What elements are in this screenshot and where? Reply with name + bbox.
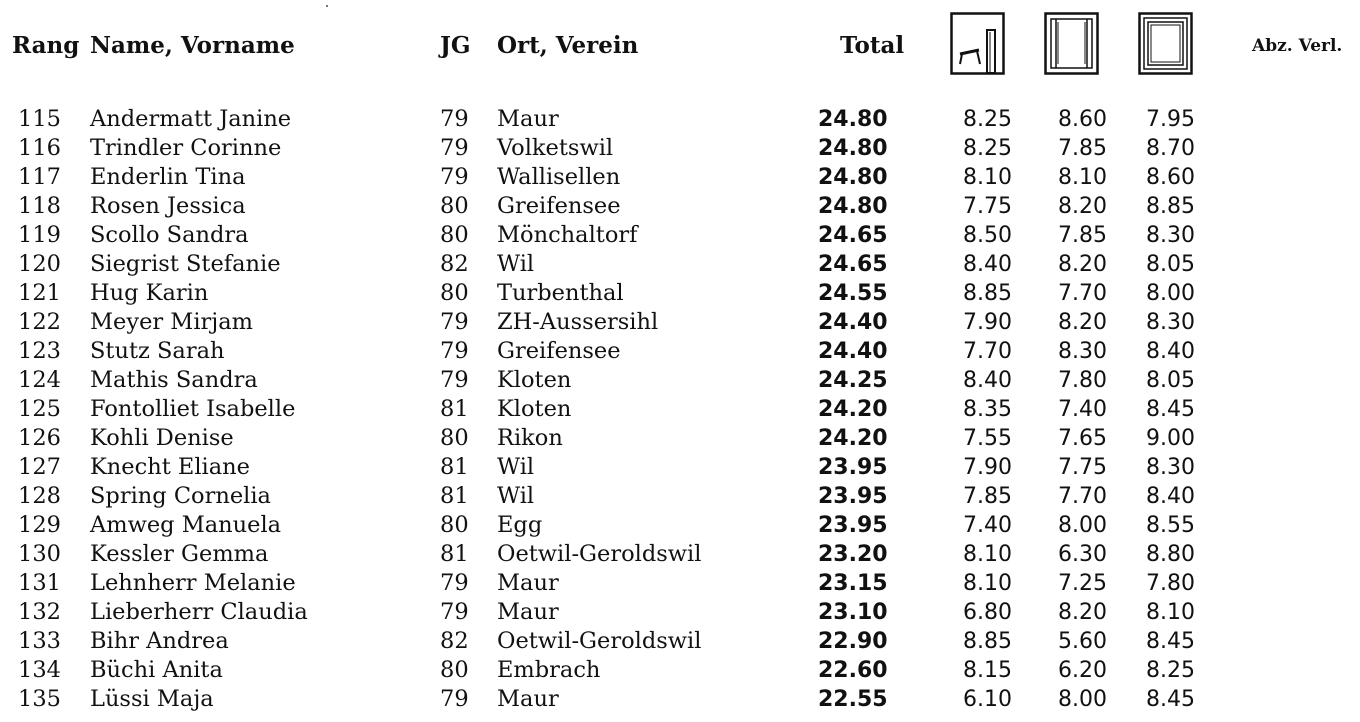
rank-cell: 133 — [18, 628, 61, 654]
vault-score-cell: 7.75 — [963, 194, 1012, 219]
floor-score-cell: 8.70 — [1146, 136, 1195, 161]
ort-cell: Maur — [497, 106, 559, 132]
floor-score-cell: 8.00 — [1146, 281, 1195, 306]
bars-score-cell: 8.20 — [1058, 252, 1107, 277]
table-row — [0, 598, 1360, 627]
name-cell: Meyer Mirjam — [90, 309, 254, 335]
vault-score-cell: 6.10 — [963, 687, 1012, 712]
name-cell: Siegrist Stefanie — [90, 251, 281, 277]
vault-score-cell: 7.70 — [963, 339, 1012, 364]
total-cell: 24.55 — [818, 281, 888, 306]
total-cell: 22.55 — [818, 687, 888, 712]
ort-cell: Maur — [497, 570, 559, 596]
ort-cell: Kloten — [497, 367, 572, 393]
table-row — [0, 163, 1360, 192]
floor-score-cell: 7.80 — [1146, 571, 1195, 596]
rank-cell: 115 — [18, 106, 61, 132]
table-row — [0, 540, 1360, 569]
vault-score-cell: 8.10 — [963, 571, 1012, 596]
vault-score-cell: 7.85 — [963, 484, 1012, 509]
name-cell: Büchi Anita — [90, 657, 223, 683]
jg-cell: 79 — [440, 599, 469, 625]
floor-score-cell: 8.30 — [1146, 223, 1195, 248]
total-cell: 23.95 — [818, 513, 888, 538]
name-cell: Andermatt Janine — [90, 106, 292, 132]
bars-score-cell: 6.30 — [1058, 542, 1107, 567]
floor-score-cell: 8.30 — [1146, 455, 1195, 480]
name-cell: Bihr Andrea — [90, 628, 229, 654]
total-cell: 23.10 — [818, 600, 888, 625]
bars-score-cell: 7.70 — [1058, 281, 1107, 306]
rank-cell: 130 — [18, 541, 61, 567]
rank-cell: 116 — [18, 135, 61, 161]
jg-cell: 79 — [440, 135, 469, 161]
name-cell: Enderlin Tina — [90, 164, 246, 190]
rank-cell: 123 — [18, 338, 61, 364]
total-cell: 24.80 — [818, 194, 888, 219]
ort-cell: Embrach — [497, 657, 601, 683]
header-jg: JG — [440, 32, 471, 59]
total-cell: 23.15 — [818, 571, 888, 596]
vault-score-cell: 7.90 — [963, 455, 1012, 480]
name-cell: Fontolliet Isabelle — [90, 396, 296, 422]
ort-cell: Wallisellen — [497, 164, 621, 190]
jg-cell: 81 — [440, 483, 469, 509]
total-cell: 24.25 — [818, 368, 888, 393]
floor-score-cell: 8.40 — [1146, 484, 1195, 509]
total-cell: 24.20 — [818, 397, 888, 422]
floor-score-cell: 8.55 — [1146, 513, 1195, 538]
jg-cell: 81 — [440, 541, 469, 567]
vault-score-cell: 8.35 — [963, 397, 1012, 422]
results-table — [0, 105, 1360, 714]
floor-score-cell: 8.60 — [1146, 165, 1195, 190]
jg-cell: 79 — [440, 570, 469, 596]
ort-cell: ZH-Aussersihl — [497, 309, 659, 335]
jg-cell: 79 — [440, 164, 469, 190]
rank-cell: 132 — [18, 599, 61, 625]
jg-cell: 80 — [440, 425, 469, 451]
ort-cell: Rikon — [497, 425, 563, 451]
vault-score-cell: 7.55 — [963, 426, 1012, 451]
jg-cell: 81 — [440, 396, 469, 422]
total-cell: 23.20 — [818, 542, 888, 567]
total-cell: 23.95 — [818, 484, 888, 509]
vault-score-cell: 8.85 — [963, 629, 1012, 654]
jg-cell: 82 — [440, 251, 469, 277]
total-cell: 24.40 — [818, 339, 888, 364]
name-cell: Mathis Sandra — [90, 367, 258, 393]
vault-score-cell: 6.80 — [963, 600, 1012, 625]
ort-cell: Greifensee — [497, 193, 621, 219]
bars-score-cell: 8.60 — [1058, 107, 1107, 132]
table-row — [0, 424, 1360, 453]
table-row — [0, 192, 1360, 221]
floor-score-cell: 7.95 — [1146, 107, 1195, 132]
total-cell: 24.80 — [818, 107, 888, 132]
scan-speck — [326, 5, 328, 7]
jg-cell: 80 — [440, 280, 469, 306]
table-row — [0, 482, 1360, 511]
header-total: Total — [840, 32, 905, 59]
vault-score-cell: 8.40 — [963, 252, 1012, 277]
bars-score-cell: 6.20 — [1058, 658, 1107, 683]
ort-cell: Greifensee — [497, 338, 621, 364]
floor-score-cell: 8.25 — [1146, 658, 1195, 683]
bars-score-cell: 8.20 — [1058, 194, 1107, 219]
vault-score-cell: 8.40 — [963, 368, 1012, 393]
name-cell: Hug Karin — [90, 280, 209, 306]
rank-cell: 118 — [18, 193, 61, 219]
table-row — [0, 221, 1360, 250]
name-cell: Amweg Manuela — [90, 512, 282, 538]
rank-cell: 122 — [18, 309, 61, 335]
table-row — [0, 685, 1360, 714]
ort-cell: Mönchaltorf — [497, 222, 638, 248]
floor-score-cell: 8.45 — [1146, 687, 1195, 712]
name-cell: Lieberherr Claudia — [90, 599, 308, 625]
vault-score-cell: 8.85 — [963, 281, 1012, 306]
floor-score-cell: 8.45 — [1146, 629, 1195, 654]
jg-cell: 79 — [440, 367, 469, 393]
bars-apparatus-icon — [1044, 12, 1099, 75]
rank-cell: 134 — [18, 657, 61, 683]
jg-cell: 80 — [440, 657, 469, 683]
total-cell: 24.65 — [818, 252, 888, 277]
jg-cell: 80 — [440, 222, 469, 248]
ort-cell: Turbenthal — [497, 280, 624, 306]
name-cell: Spring Cornelia — [90, 483, 271, 509]
table-row — [0, 656, 1360, 685]
bars-score-cell: 8.00 — [1058, 687, 1107, 712]
jg-cell: 79 — [440, 338, 469, 364]
floor-score-cell: 8.45 — [1146, 397, 1195, 422]
ort-cell: Egg — [497, 512, 543, 538]
rank-cell: 120 — [18, 251, 61, 277]
jg-cell: 81 — [440, 454, 469, 480]
name-cell: Lehnherr Melanie — [90, 570, 296, 596]
bars-score-cell: 7.85 — [1058, 223, 1107, 248]
total-cell: 24.80 — [818, 136, 888, 161]
table-row — [0, 279, 1360, 308]
floor-score-cell: 8.05 — [1146, 368, 1195, 393]
name-cell: Kessler Gemma — [90, 541, 269, 567]
floor-apparatus-icon — [1138, 12, 1193, 75]
jg-cell: 82 — [440, 628, 469, 654]
header-rang: Rang — [12, 32, 80, 59]
bars-score-cell: 7.75 — [1058, 455, 1107, 480]
bars-score-cell: 7.65 — [1058, 426, 1107, 451]
floor-score-cell: 8.10 — [1146, 600, 1195, 625]
floor-score-cell: 8.30 — [1146, 310, 1195, 335]
floor-score-cell: 8.05 — [1146, 252, 1195, 277]
bars-score-cell: 8.20 — [1058, 600, 1107, 625]
table-row — [0, 308, 1360, 337]
rank-cell: 127 — [18, 454, 61, 480]
header-ort: Ort, Verein — [497, 32, 639, 59]
bars-score-cell: 5.60 — [1058, 629, 1107, 654]
table-row — [0, 250, 1360, 279]
header-abz-verl: Abz. Verl. — [1252, 36, 1343, 56]
jg-cell: 79 — [440, 309, 469, 335]
bars-score-cell: 8.00 — [1058, 513, 1107, 538]
table-row — [0, 627, 1360, 656]
ort-cell: Maur — [497, 686, 559, 712]
rank-cell: 121 — [18, 280, 61, 306]
total-cell: 22.60 — [818, 658, 888, 683]
ort-cell: Wil — [497, 454, 535, 480]
name-cell: Kohli Denise — [90, 425, 234, 451]
table-row — [0, 134, 1360, 163]
table-row — [0, 395, 1360, 424]
total-cell: 24.40 — [818, 310, 888, 335]
bars-score-cell: 8.10 — [1058, 165, 1107, 190]
jg-cell: 79 — [440, 686, 469, 712]
vault-score-cell: 7.40 — [963, 513, 1012, 538]
bars-score-cell: 7.25 — [1058, 571, 1107, 596]
jg-cell: 79 — [440, 106, 469, 132]
rank-cell: 128 — [18, 483, 61, 509]
bars-score-cell: 8.30 — [1058, 339, 1107, 364]
ort-cell: Wil — [497, 251, 535, 277]
table-row — [0, 511, 1360, 540]
bars-score-cell: 7.80 — [1058, 368, 1107, 393]
table-row — [0, 453, 1360, 482]
table-row — [0, 337, 1360, 366]
name-cell: Scollo Sandra — [90, 222, 249, 248]
header-name: Name, Vorname — [90, 32, 295, 59]
floor-score-cell: 8.80 — [1146, 542, 1195, 567]
table-row — [0, 366, 1360, 395]
name-cell: Knecht Eliane — [90, 454, 250, 480]
vault-score-cell: 8.25 — [963, 136, 1012, 161]
vault-apparatus-icon — [950, 12, 1005, 75]
total-cell: 24.80 — [818, 165, 888, 190]
jg-cell: 80 — [440, 512, 469, 538]
rank-cell: 119 — [18, 222, 61, 248]
rank-cell: 135 — [18, 686, 61, 712]
jg-cell: 80 — [440, 193, 469, 219]
ort-cell: Kloten — [497, 396, 572, 422]
total-cell: 24.20 — [818, 426, 888, 451]
rank-cell: 125 — [18, 396, 61, 422]
vault-score-cell: 8.50 — [963, 223, 1012, 248]
ort-cell: Wil — [497, 483, 535, 509]
ort-cell: Volketswil — [497, 135, 614, 161]
rank-cell: 129 — [18, 512, 61, 538]
rank-cell: 126 — [18, 425, 61, 451]
name-cell: Rosen Jessica — [90, 193, 246, 219]
vault-score-cell: 8.15 — [963, 658, 1012, 683]
table-row — [0, 569, 1360, 598]
vault-score-cell: 7.90 — [963, 310, 1012, 335]
bars-score-cell: 7.70 — [1058, 484, 1107, 509]
name-cell: Lüssi Maja — [90, 686, 214, 712]
vault-score-cell: 8.10 — [963, 165, 1012, 190]
ort-cell: Maur — [497, 599, 559, 625]
total-cell: 24.65 — [818, 223, 888, 248]
name-cell: Stutz Sarah — [90, 338, 225, 364]
ort-cell: Oetwil-Geroldswil — [497, 628, 702, 654]
total-cell: 23.95 — [818, 455, 888, 480]
total-cell: 22.90 — [818, 629, 888, 654]
floor-score-cell: 9.00 — [1146, 426, 1195, 451]
floor-score-cell: 8.85 — [1146, 194, 1195, 219]
vault-score-cell: 8.10 — [963, 542, 1012, 567]
bars-score-cell: 7.40 — [1058, 397, 1107, 422]
rank-cell: 124 — [18, 367, 61, 393]
floor-score-cell: 8.40 — [1146, 339, 1195, 364]
bars-score-cell: 8.20 — [1058, 310, 1107, 335]
ort-cell: Oetwil-Geroldswil — [497, 541, 702, 567]
vault-score-cell: 8.25 — [963, 107, 1012, 132]
name-cell: Trindler Corinne — [90, 135, 282, 161]
rank-cell: 117 — [18, 164, 61, 190]
bars-score-cell: 7.85 — [1058, 136, 1107, 161]
table-row — [0, 105, 1360, 134]
rank-cell: 131 — [18, 570, 61, 596]
